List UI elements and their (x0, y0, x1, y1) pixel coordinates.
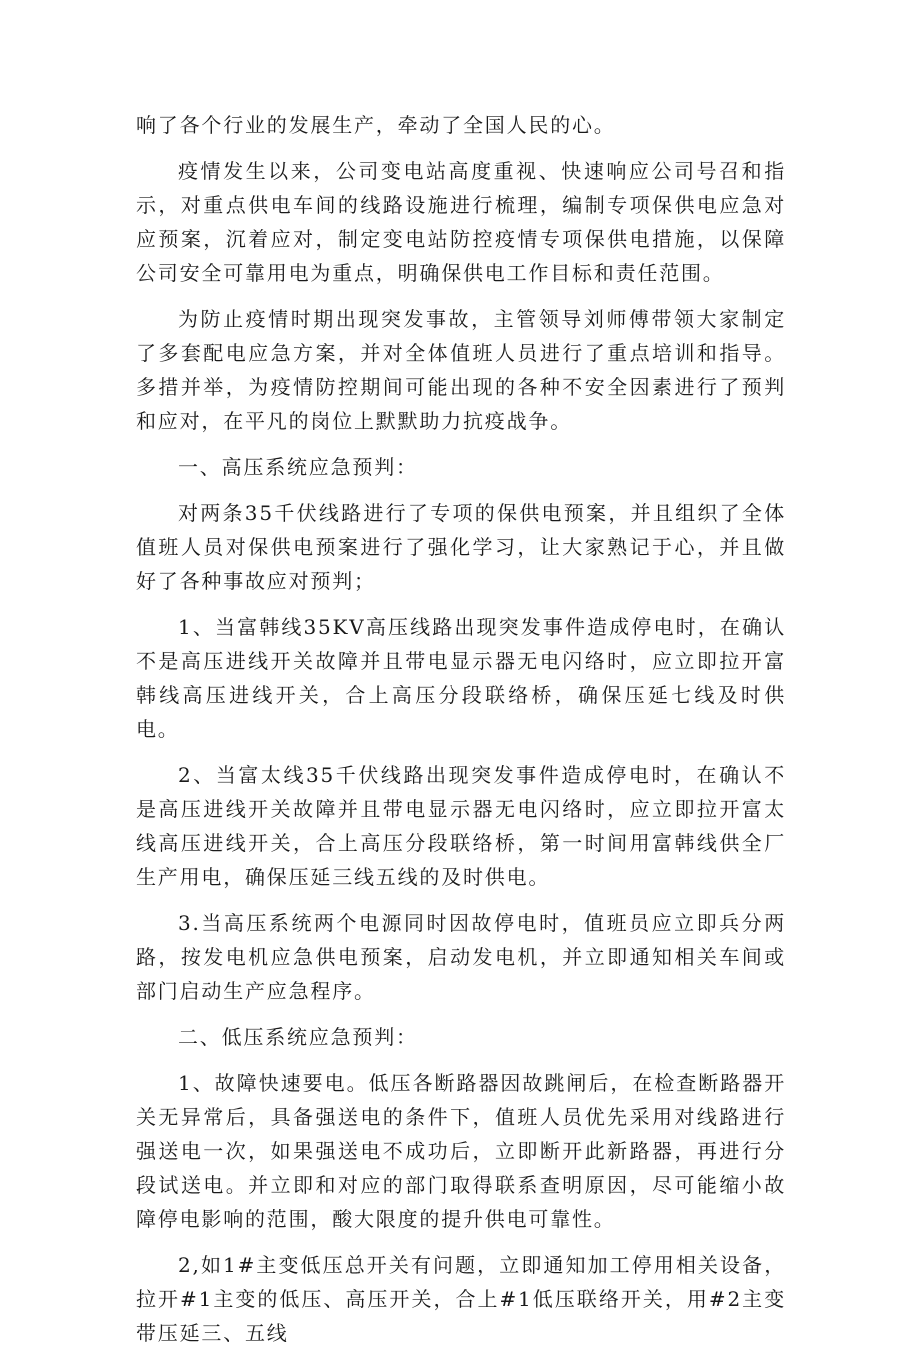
paragraph-emergency-plans: 为防止疫情时期出现突发事故，主管领导刘师傅带领大家制定了多套配电应急方案，并对全体值班人员进行了重点培训和指导。多措并举，为疫情防控期间可能出现的各种不安全因素进行了预判和应对，在平凡的岗位上默默助力抗疫战争。 (136, 307, 786, 433)
paragraph-hv-item-1: 1、当富韩线35KV高压线路出现突发事件造成停电时，在确认不是高压进线开关故障并且带电显示器无电闪络时，应立即拉开富韩线高压进线开关，合上高压分段联络桥，确保压延七线及时供电。 (136, 615, 786, 741)
paragraph-hv-item-3: 3.当高压系统两个电源同时因故停电时，值班员应立即兵分两路，按发电机应急供电预案，启动发电机，并立即通知相关车间或部门启动生产应急程序。 (136, 911, 786, 1003)
heading-low-voltage: 二、低压系统应急预判： (178, 1025, 418, 1049)
paragraph-epidemic-response: 疫情发生以来，公司变电站高度重视、快速响应公司号召和指示，对重点供电车间的线路设施进行梳理，编制专项保供电应急对应预案，沉着应对，制定变电站防控疫情专项保供电措施，以保障公司安全可靠用电为重点，明确保供电工作目标和责任范围。 (136, 159, 786, 285)
paragraph-lv-item-2: 2,如1#主变低压总开关有问题，立即通知加工停用相关设备，拉开#1主变的低压、高压开关，合上#1低压联络开关，用#2主变带压延三、五线 (136, 1253, 786, 1345)
paragraph-continuation: 响了各个行业的发展生产，牵动了全国人民的心。 (136, 113, 616, 137)
heading-high-voltage: 一、高压系统应急预判： (178, 455, 418, 479)
paragraph-35kv-plan: 对两条35千伏线路进行了专项的保供电预案，并且组织了全体值班人员对保供电预案进行了强化学习，让大家熟记于心，并且做好了各种事故应对预判； (136, 501, 786, 593)
paragraph-lv-item-1: 1、故障快速要电。低压各断路器因故跳闸后，在检查断路器开关无异常后，具备强送电的条件下，值班人员优先采用对线路进行强送电一次，如果强送电不成功后，立即断开此新路器，再进行分段试送电。并立即和对应的部门取得联系查明原因，尽可能缩小故障停电影响的范围，酸大限度的提升供电可靠性。 (136, 1071, 786, 1231)
paragraph-hv-item-2: 2、当富太线35千伏线路出现突发事件造成停电时，在确认不是高压进线开关故障并且带电显示器无电闪络时，应立即拉开富太线高压进线开关，合上高压分段联络桥，第一时间用富韩线供全厂生产用电，确保压延三线五线的及时供电。 (136, 763, 786, 889)
document-body (136, 108, 786, 1362)
